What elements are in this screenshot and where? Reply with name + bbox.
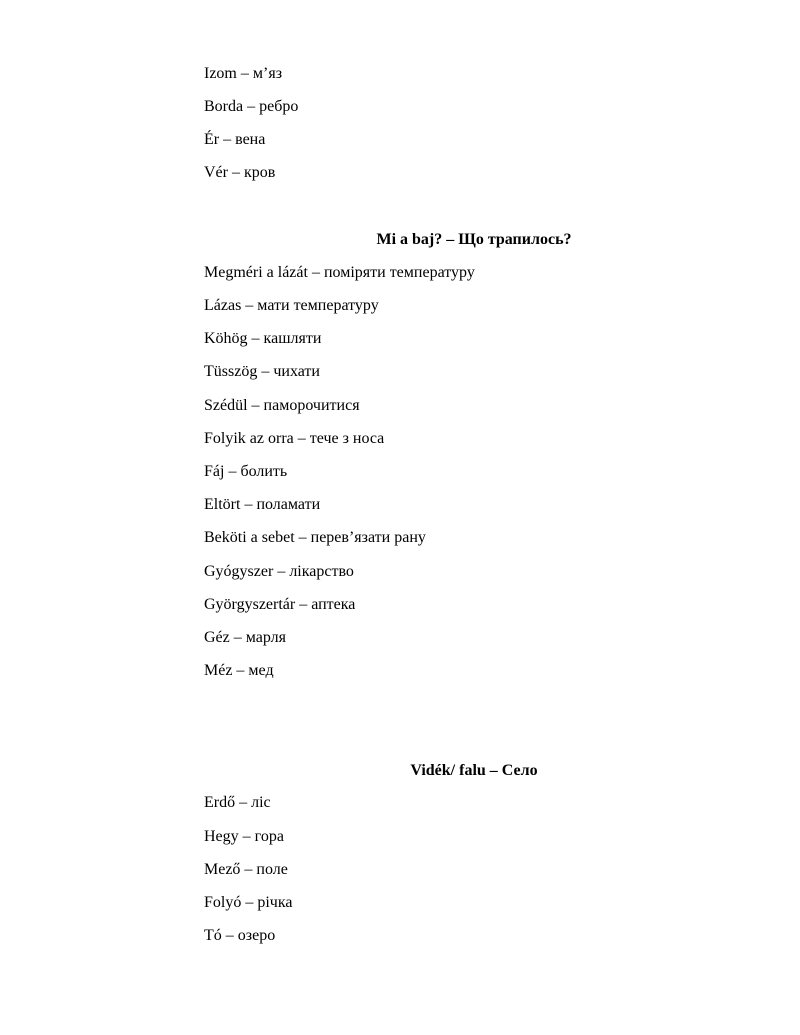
vocab-entry: Köhög – кашляти [204,330,322,347]
vocab-entry: Folyik az orra – тече з носа [204,430,385,447]
vocab-entry: Géz – марля [204,629,287,646]
vocab-entry: Györgyszertár – аптека [204,596,356,613]
vocab-entry: Fáj – болить [204,463,288,480]
vocab-entry: Lázas – мати температуру [204,297,379,314]
vocab-entry: Eltört – поламати [204,496,321,513]
vocab-entry: Tó – озеро [204,927,276,944]
vocab-entry: Folyó – річка [204,894,293,911]
vocab-entry: Szédül – паморочитися [204,397,360,414]
vocab-entry: Beköti a sebet – перев’язати рану [204,529,426,546]
vocab-entry: Méz – мед [204,662,274,679]
section-heading-village: Vidék/ falu – Село [410,762,538,779]
vocab-entry: Megméri a lázát – поміряти температуру [204,264,475,281]
section-heading-illness: Mi a baj? – Що трапилось? [376,231,572,248]
vocab-entry: Vér – кров [204,164,276,181]
vocab-entry: Hegy – гора [204,828,284,845]
vocab-entry: Erdő – ліс [204,794,271,811]
vocab-entry: Mező – поле [204,861,288,878]
vocab-entry: Gyógyszer – лікарство [204,563,354,580]
vocab-entry: Borda – ребро [204,98,299,115]
vocab-entry: Tüsszög – чихати [204,363,320,380]
vocab-entry: Izom – м’яз [204,65,283,82]
vocab-entry: Ér – вена [204,131,266,148]
